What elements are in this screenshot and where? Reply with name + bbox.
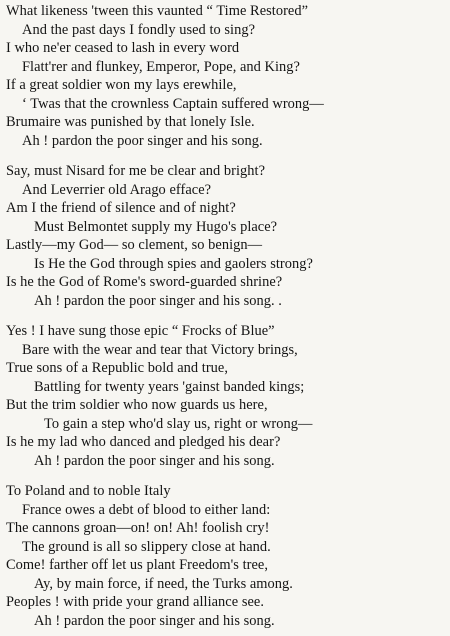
poem-line: France owes a debt of blood to either land: xyxy=(22,501,271,518)
stanza-4 xyxy=(6,482,444,630)
poem-line: The ground is all so slippery close at hand. xyxy=(22,538,271,555)
poem-line: Is he the God of Rome's sword-guarded shrine? xyxy=(6,274,283,290)
stanza-3 xyxy=(6,322,444,470)
poem-line: Is He the God through spies and gaolers strong? xyxy=(34,255,313,272)
poem-line: ‘ Twas that the crownless Captain suffered wrong— xyxy=(22,95,324,112)
refrain-line: Ah ! pardon the poor singer and his song. xyxy=(34,452,275,469)
poem-line: Battling for twenty years 'gainst banded kings; xyxy=(34,378,305,395)
poem-line: Yes ! I have sung those epic “ Frocks of Blue” xyxy=(6,323,275,339)
poem-line: Must Belmontet supply my Hugo's place? xyxy=(34,218,278,235)
poem-line: What likeness 'tween this vaunted “ Time Restored” xyxy=(6,3,309,19)
poem-line: Lastly—my God— so clement, so benign— xyxy=(6,237,263,253)
stanza-2 xyxy=(6,162,444,310)
refrain-line: Ah ! pardon the poor singer and his song. xyxy=(34,612,275,629)
poem-line: Flatt'rer and flunkey, Emperor, Pope, and King? xyxy=(22,58,300,75)
poem-line: Ay, by main force, if need, the Turks among. xyxy=(34,575,293,592)
poem-line: If a great soldier won my lays erewhile, xyxy=(6,77,237,93)
poem-line: True sons of a Republic bold and true, xyxy=(6,360,228,376)
poem-line: To gain a step who'd slay us, right or wrong— xyxy=(44,415,313,432)
poem-line: But the trim soldier who now guards us here, xyxy=(6,397,268,413)
poem-line: Brumaire was punished by that lonely Isle. xyxy=(6,114,255,130)
refrain-line: Ah ! pardon the poor singer and his song. . xyxy=(34,292,282,309)
poem-line: And Leverrier old Arago efface? xyxy=(22,181,212,198)
poem-line: The cannons groan—on! on! Ah! foolish cry! xyxy=(6,520,270,536)
poem-line: I who ne'er ceased to lash in every word xyxy=(6,40,240,56)
poem-line: Am I the friend of silence and of night? xyxy=(6,200,236,216)
poem-line: And the past days I fondly used to sing? xyxy=(22,21,256,38)
poem-line: Bare with the wear and tear that Victory brings, xyxy=(22,341,298,358)
poem-line: To Poland and to noble Italy xyxy=(6,483,171,499)
poem-line: Peoples ! with pride your grand alliance see. xyxy=(6,594,264,610)
poem-line: Say, must Nisard for me be clear and bright? xyxy=(6,163,266,179)
poem-line: Is he my lad who danced and pledged his dear? xyxy=(6,434,281,450)
refrain-line: Ah ! pardon the poor singer and his song. xyxy=(22,132,263,149)
poem-line: Come! farther off let us plant Freedom's tree, xyxy=(6,557,268,573)
stanza-1 xyxy=(6,2,444,150)
